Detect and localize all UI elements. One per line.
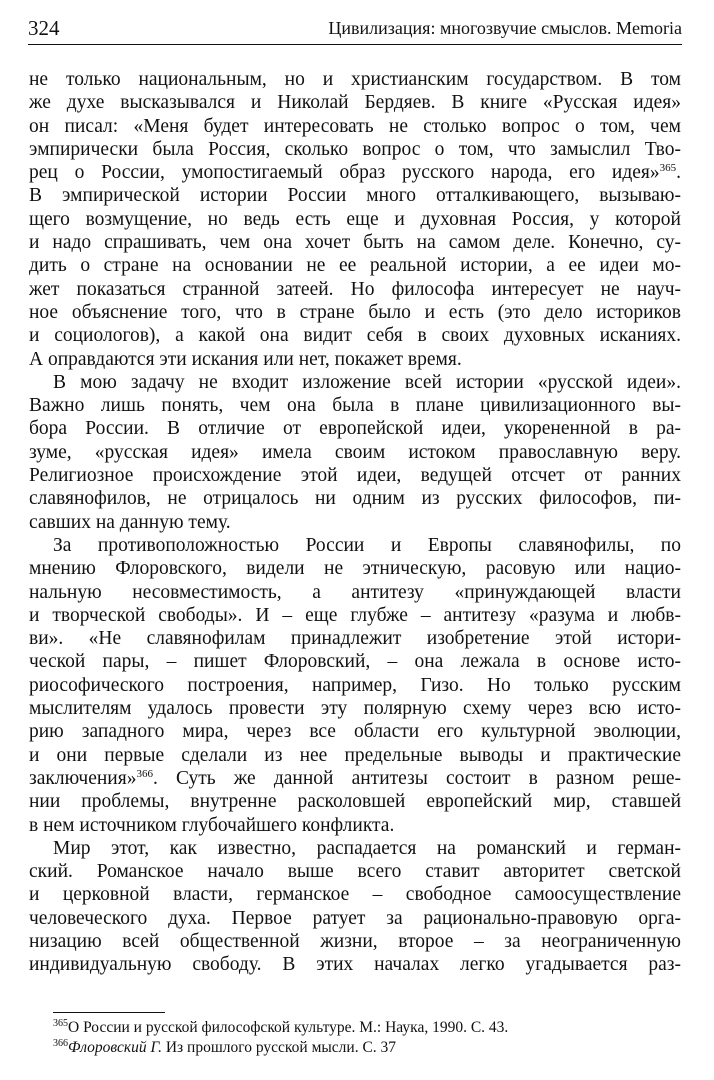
text-line xyxy=(29,744,681,767)
page-number: 324 xyxy=(28,16,60,40)
text-line xyxy=(29,161,681,184)
line-text-continued: . xyxy=(676,162,681,184)
line-text: заключения» xyxy=(29,767,137,789)
line-text: бора России. В отличие от европейской идеи, укорененной в ра- xyxy=(29,418,681,440)
text-line xyxy=(29,790,681,813)
footnote-text: О России и русской философской культуре. М.: Наука, 1990. С. 43. xyxy=(68,1019,509,1036)
text-line xyxy=(29,138,681,161)
footnote-number: 365 xyxy=(53,1018,68,1029)
text-line xyxy=(29,581,681,604)
line-text: индивидуальную свободу. В этих началах легко угадывается раз- xyxy=(29,954,681,976)
text-line xyxy=(29,348,681,371)
text-line xyxy=(29,650,681,673)
page-header xyxy=(28,14,682,45)
text-line xyxy=(29,464,681,487)
text-line xyxy=(29,115,681,138)
footnote xyxy=(53,1038,673,1058)
text-line xyxy=(29,91,681,114)
line-text: ви». «Не славянофилам принадлежит изобретение этой истори- xyxy=(29,628,681,650)
line-text: За противоположностью России и Европы славянофилы, по xyxy=(53,534,681,556)
line-text: в нем источником глубочайшего конфликта. xyxy=(29,814,395,836)
text-line xyxy=(29,930,681,953)
text-line xyxy=(29,720,681,743)
footnote-number: 366 xyxy=(53,1038,68,1049)
text-line xyxy=(29,278,681,301)
line-text: жет показаться странной затеей. Но философа интересует не науч- xyxy=(29,278,681,300)
text-line xyxy=(29,767,681,790)
text-line xyxy=(29,697,681,720)
line-text: нальную несовместимость, а антитезу «принуждающей власти xyxy=(29,581,681,603)
text-line xyxy=(29,208,681,231)
line-text: савших на данную тему. xyxy=(29,511,231,533)
line-text: мыслителям удалось провести эту полярную схему через всю исто- xyxy=(29,698,681,720)
text-line xyxy=(29,883,681,906)
text-line xyxy=(29,674,681,697)
text-line xyxy=(29,324,681,347)
line-text: и они первые сделали из нее предельные выводы и практические xyxy=(29,744,681,766)
line-text: ческой пары, – пишет Флоровский, – она лежала в основе исто- xyxy=(29,651,681,673)
line-text: щего возмущение, но ведь есть еще и духовная Россия, у которой xyxy=(29,208,681,230)
line-text: ский. Романское начало выше всего ставит авторитет светской xyxy=(29,861,681,883)
line-text-continued: . Суть же данной антитезы состоит в разном реше- xyxy=(152,767,681,789)
line-text: ное объяснение того, что в стране было и есть (это дело историков xyxy=(29,301,681,323)
line-text: Мир этот, как известно, распадается на романский и герман- xyxy=(53,837,681,859)
text-line xyxy=(29,254,681,277)
line-text: и надо спрашивать, чем она хочет быть на самом деле. Конечно, су- xyxy=(29,232,681,254)
line-text: же духе высказывался и Николай Бердяев. В книге «Русская идея» xyxy=(29,92,681,114)
line-text: А оправдаются эти искания или нет, покажет время. xyxy=(29,348,462,370)
text-line xyxy=(29,860,681,883)
text-line xyxy=(29,953,681,976)
line-text: рец о России, умопостигаемый образ русского народа, его идея» xyxy=(29,162,660,184)
line-text: славянофилов, не отрицалось ни одним из русских философов, пи- xyxy=(29,488,681,510)
line-text: нии проблемы, внутренне расколовшей европейский мир, ставшей xyxy=(29,791,681,813)
text-line xyxy=(29,301,681,324)
footnote xyxy=(53,1018,673,1038)
line-text: Важно лишь понять, чем она была в плане цивилизационного вы- xyxy=(29,395,681,417)
body-text xyxy=(29,68,681,977)
text-line xyxy=(29,837,681,860)
line-text: мнению Флоровского, видели не этническую, расовую или нацио- xyxy=(29,558,681,580)
text-line xyxy=(29,557,681,580)
text-line xyxy=(29,907,681,930)
footnote-text: Из прошлого русской мысли. С. 37 xyxy=(161,1039,397,1056)
line-text: риософического построения, например, Гизо. Но только русским xyxy=(29,674,681,696)
footnote-ref[interactable]: 366 xyxy=(136,767,153,780)
footnote-author: Флоровский Г. xyxy=(68,1039,162,1056)
line-text: низацию всей общественной жизни, второе – за неограниченную xyxy=(29,930,681,952)
text-line xyxy=(29,394,681,417)
line-text: В мою задачу не входит изложение всей истории «русской идеи». xyxy=(53,371,681,393)
text-line xyxy=(29,511,681,534)
line-text: не только национальным, но и христианским государством. В том xyxy=(29,69,681,90)
text-line xyxy=(29,68,681,91)
line-text: зуме, «русская идея» имела своим истоком православную веру. xyxy=(29,441,681,463)
text-line xyxy=(29,441,681,464)
running-title: Цивилизация: многозвучие смыслов. Memoria xyxy=(328,18,682,38)
text-line xyxy=(29,184,681,207)
line-text: дить о стране на основании не ее реальной истории, а ее идеи мо- xyxy=(29,255,681,277)
line-text: рию западного мира, через все области его культурной эволюции, xyxy=(29,721,681,743)
text-line xyxy=(29,814,681,837)
line-text: Религиозное происхождение этой идеи, ведущей отсчет от ранних xyxy=(29,465,681,487)
line-text: и церковной власти, германское – свободное самоосуществление xyxy=(29,884,681,906)
text-line xyxy=(29,627,681,650)
text-line xyxy=(29,231,681,254)
line-text: и социологов), а какой она видит себя в своих духовных исканиях. xyxy=(29,325,681,347)
text-line xyxy=(29,417,681,440)
text-line xyxy=(29,371,681,394)
line-text: человеческого духа. Первое ратует за рационально-правовую орга- xyxy=(29,907,681,929)
text-line xyxy=(29,534,681,557)
footnote-ref[interactable]: 365 xyxy=(659,162,677,175)
line-text: и творческой свободы». И – еще глубже – антитезу «разума и любв- xyxy=(29,604,681,626)
footnote-divider xyxy=(53,1012,165,1013)
footnotes xyxy=(53,1018,673,1058)
text-line xyxy=(29,604,681,627)
text-line xyxy=(29,487,681,510)
line-text: он писал: «Меня будет интересовать не столько вопрос о том, чем xyxy=(29,115,681,137)
line-text: эмпирически была Россия, сколько вопрос о том, что замыслил Тво- xyxy=(29,138,681,160)
line-text: В эмпирической истории России много отталкивающего, вызываю- xyxy=(29,185,681,207)
